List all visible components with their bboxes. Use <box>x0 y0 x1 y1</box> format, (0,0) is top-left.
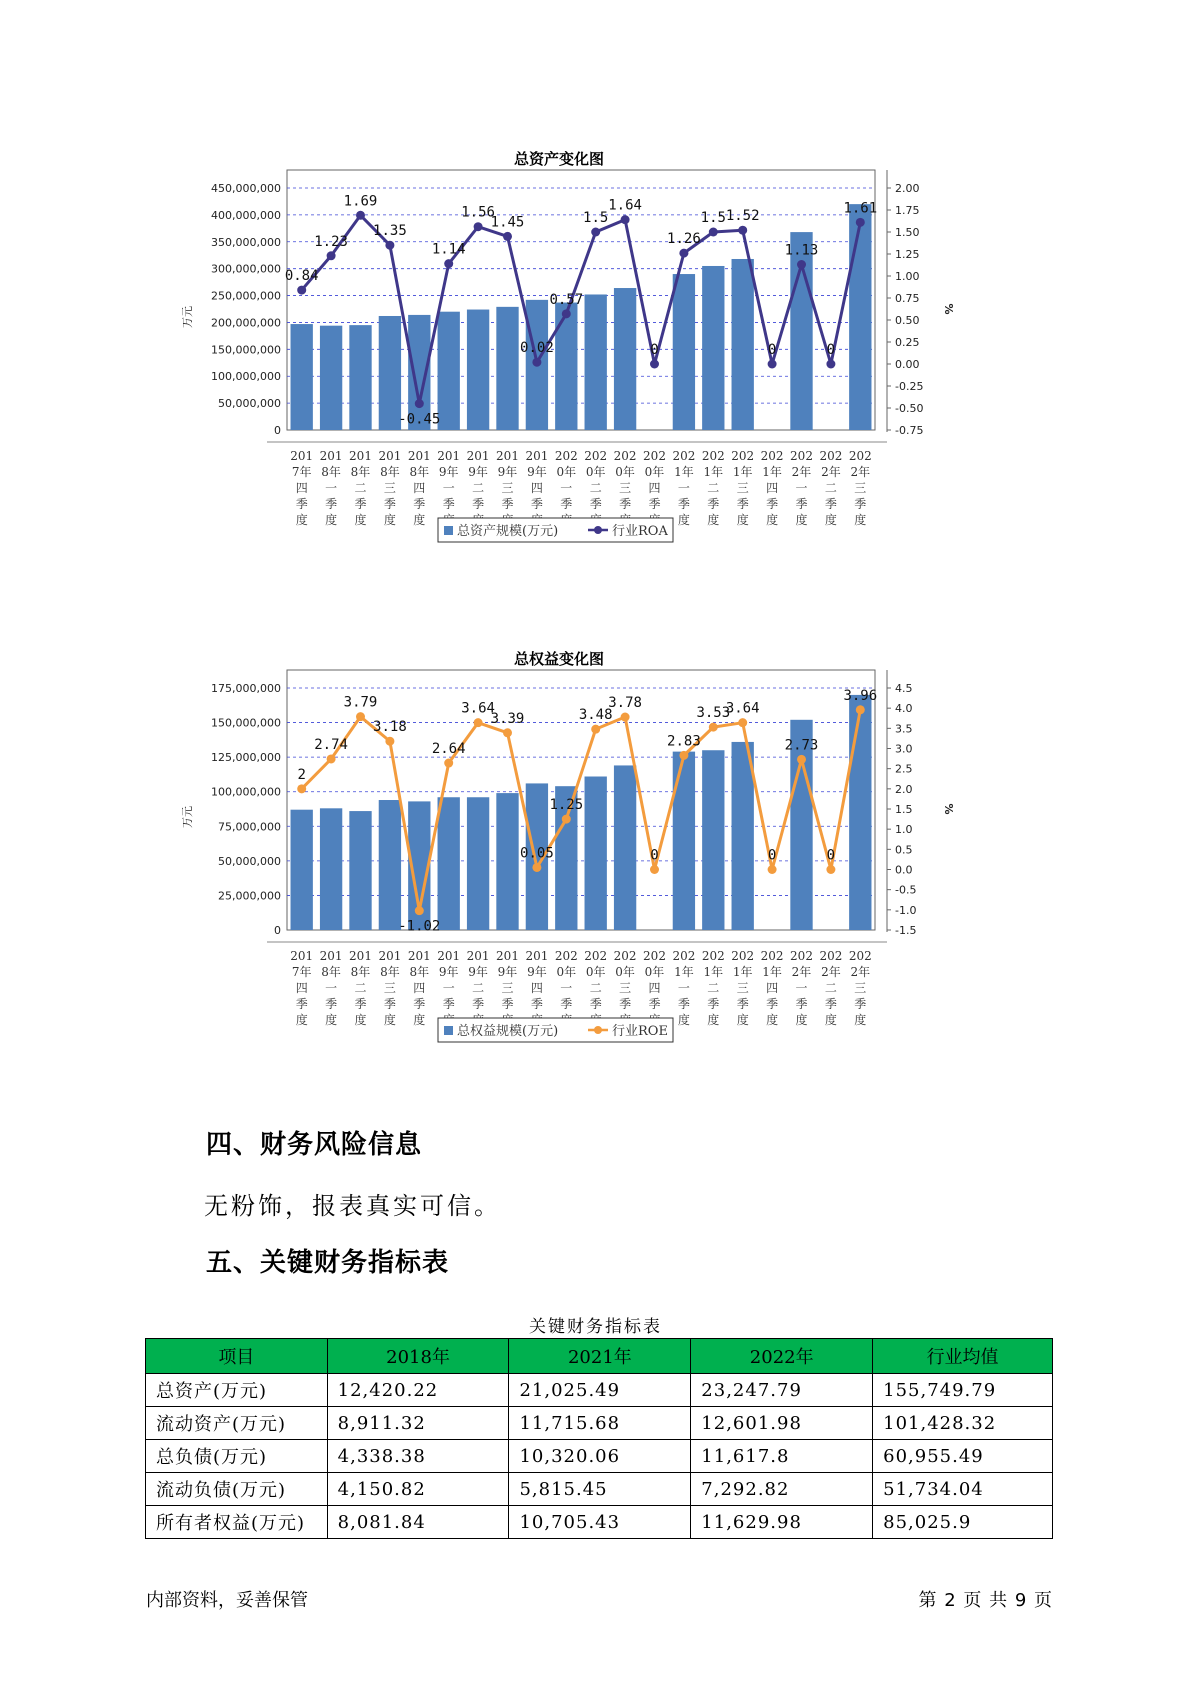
equity-category-label: 202 1年三季度 <box>731 949 755 1027</box>
assets-data-label: 1.14 <box>431 241 466 258</box>
equity-category-label: 201 9年三季 <box>496 949 519 1011</box>
assets-bar <box>496 307 518 430</box>
assets-y-tick-right: 2.00 <box>895 182 920 195</box>
assets-category-label: 201 9年二季 <box>466 449 490 511</box>
equity-y-tick-left: 50,000,000 <box>218 854 281 868</box>
assets-data-label: 0.57 <box>549 291 584 308</box>
assets-line-point <box>385 241 394 250</box>
equity-y-tick-right: 1.5 <box>895 803 913 816</box>
equity-bar <box>349 811 371 930</box>
equity-line-point <box>768 865 777 874</box>
equity-y-tick-right: 3.5 <box>895 722 913 736</box>
assets-category-label: 202 1年三季度 <box>731 449 755 527</box>
footer-confidential: 内部资料，妥善保管 <box>146 1590 308 1611</box>
equity-category-label: 202 0年四季 <box>643 949 666 1011</box>
equity-y-tick-right: 0.0 <box>895 863 913 877</box>
assets-y-tick-right: 0.00 <box>895 358 920 371</box>
risk-heading: 四、财务风险信息 <box>206 1130 423 1160</box>
equity-y-tick-left: 150,000,000 <box>211 716 281 730</box>
assets-line-point <box>621 215 630 224</box>
equity-data-label: 2.73 <box>784 737 819 754</box>
table-cell: 所有者权益(万元) <box>146 1506 328 1539</box>
assets-data-label: -0.45 <box>398 411 441 428</box>
equity-chart <box>180 640 990 1090</box>
equity-category-label: 201 9年四季 <box>525 949 549 1011</box>
equity-data-label: 3.79 <box>343 694 378 711</box>
assets-line-point <box>650 360 659 369</box>
table-cell: 8,081.84 <box>327 1506 509 1539</box>
assets-category-label: 202 0年三季 <box>613 449 637 511</box>
equity-line-point <box>503 728 512 737</box>
equity-line-point <box>415 906 424 915</box>
table-cell: 11,617.8 <box>691 1440 873 1473</box>
assets-bar <box>585 294 607 430</box>
equity-y-tick-right: 2.5 <box>895 762 913 776</box>
assets-line-point <box>532 358 541 367</box>
assets-line-point <box>503 232 512 241</box>
equity-line-point <box>856 705 865 714</box>
equity-bar <box>849 695 871 930</box>
assets-category-label: 201 9年三季 <box>496 449 519 511</box>
assets-line-point <box>415 399 424 408</box>
assets-category-label: 202 1年二季度 <box>701 449 725 527</box>
table-cell: 21,025.49 <box>509 1374 691 1407</box>
equity-data-label: 3.48 <box>578 707 613 724</box>
table-cell: 5,815.45 <box>509 1473 691 1506</box>
table-cell: 10,320.06 <box>509 1440 691 1473</box>
assets-category-label: 202 2年三季度 <box>848 449 872 527</box>
assets-y-tick-right: 1.75 <box>895 204 920 217</box>
equity-category-label: 201 8年一季度 <box>319 949 343 1027</box>
equity-category-label: 201 9年一季 <box>437 949 461 1011</box>
equity-category-label: 202 2年三季度 <box>848 949 872 1027</box>
assets-data-label: 1.35 <box>373 223 407 240</box>
equity-y-tick-right: 2.0 <box>895 782 913 796</box>
table-cell: 101,428.32 <box>873 1407 1053 1440</box>
equity-category-label: 201 8年二季度 <box>349 949 372 1027</box>
assets-legend-bar-label: 总资产规模(万元) <box>457 524 559 539</box>
equity-category-label: 202 1年四季度 <box>760 949 784 1027</box>
equity-category-label: 202 0年二季 <box>584 949 608 1011</box>
table-cell: 11,629.98 <box>691 1506 873 1539</box>
equity-bar <box>614 765 636 930</box>
header-2018: 2018年 <box>327 1339 509 1374</box>
assets-category-label: 201 9年一季 <box>437 449 461 511</box>
assets-data-label: 0 <box>650 342 659 358</box>
assets-chart <box>180 140 990 590</box>
equity-line-point <box>738 718 747 727</box>
footer-page-number: 第 2 页 共 9 页 <box>918 1590 1053 1611</box>
header-2022: 2022年 <box>691 1339 873 1374</box>
table-cell: 总资产(万元) <box>146 1374 328 1407</box>
assets-line-point <box>797 260 806 269</box>
equity-y-tick-right: 4.0 <box>895 702 913 716</box>
equity-category-label: 202 1年二季度 <box>701 949 725 1027</box>
equity-legend-line-label: 行业ROE <box>612 1024 668 1039</box>
equity-category-label: 201 8年四季度 <box>407 949 431 1027</box>
assets-y-tick-right: 0.75 <box>895 292 920 305</box>
assets-bar <box>673 274 695 430</box>
assets-category-label: 201 8年二季度 <box>349 449 372 527</box>
assets-legend-line-marker <box>594 526 602 534</box>
table-row <box>146 1506 1053 1539</box>
assets-bar <box>702 266 724 430</box>
table-cell: 10,705.43 <box>509 1506 691 1539</box>
equity-legend-line-marker <box>594 1026 602 1034</box>
assets-line-point <box>856 218 865 227</box>
header-2021: 2021年 <box>509 1339 691 1374</box>
table-cell: 11,715.68 <box>509 1407 691 1440</box>
assets-y-tick-left: 300,000,000 <box>211 262 281 276</box>
equity-legend-bar-swatch <box>444 1026 453 1035</box>
equity-bar <box>379 800 401 930</box>
assets-y-tick-right: -0.75 <box>895 424 924 437</box>
assets-y-tick-right: 0.25 <box>895 336 920 349</box>
assets-category-label: 201 8年三季度 <box>378 449 402 527</box>
equity-category-label: 202 0年一季 <box>554 949 578 1011</box>
assets-y-tick-right: -0.25 <box>895 380 924 393</box>
table-cell: 23,247.79 <box>691 1374 873 1407</box>
table-cell: 4,338.38 <box>327 1440 509 1473</box>
kpi-table <box>145 1338 1053 1539</box>
assets-category-label: 201 8年一季度 <box>319 449 343 527</box>
equity-y-tick-right: 4.5 <box>895 682 913 695</box>
equity-category-label: 201 7年四季度 <box>290 949 314 1027</box>
assets-y-tick-left: 200,000,000 <box>211 316 281 330</box>
table-cell: 流动资产(万元) <box>146 1407 328 1440</box>
assets-category-label: 201 9年四季 <box>525 449 549 511</box>
assets-category-label: 202 0年四季 <box>643 449 666 511</box>
equity-line-point <box>797 755 806 764</box>
equity-data-label: 0 <box>767 847 777 864</box>
table-cell: 8,911.32 <box>327 1407 509 1440</box>
table-cell: 总负债(万元) <box>146 1440 328 1473</box>
equity-bar <box>467 797 489 930</box>
assets-data-label: 1.69 <box>343 193 378 210</box>
assets-category-label: 202 1年四季度 <box>760 449 784 527</box>
table-cell: 155,749.79 <box>873 1374 1053 1407</box>
table-cell: 4,150.82 <box>327 1473 509 1506</box>
equity-category-label: 201 8年三季度 <box>378 949 402 1027</box>
table-cell: 流动负债(万元) <box>146 1473 328 1506</box>
assets-line-point <box>826 360 835 369</box>
assets-y-tick-right: 1.00 <box>895 270 920 283</box>
table-cell: 7,292.82 <box>691 1473 873 1506</box>
equity-line-point <box>621 713 630 722</box>
kpi-heading: 五、关键财务指标表 <box>206 1248 450 1278</box>
equity-data-label: 3.18 <box>373 719 407 736</box>
equity-bar <box>732 742 754 930</box>
table-cell: 60,955.49 <box>873 1440 1053 1473</box>
assets-line-point <box>768 360 777 369</box>
equity-line-point <box>709 723 718 732</box>
table-row <box>146 1374 1053 1407</box>
assets-line-point <box>474 222 483 231</box>
equity-bar <box>702 750 724 930</box>
assets-category-label: 201 7年四季度 <box>290 449 314 527</box>
assets-y-tick-left: 150,000,000 <box>211 343 281 357</box>
assets-y-tick-right: 0.50 <box>895 314 920 327</box>
equity-bar <box>585 777 607 930</box>
equity-bar <box>496 793 518 930</box>
assets-line-point <box>327 251 336 260</box>
equity-y-tick-left: 0 <box>274 924 281 937</box>
assets-y-tick-right: 1.25 <box>895 248 920 261</box>
header-item: 项目 <box>146 1339 328 1374</box>
equity-data-label: 1.25 <box>549 797 584 814</box>
assets-data-label: 1.45 <box>490 214 525 231</box>
table-cell: 12,601.98 <box>691 1407 873 1440</box>
assets-line-point <box>591 228 600 237</box>
assets-y-tick-left: 350,000,000 <box>211 235 281 249</box>
assets-line-point <box>356 211 365 220</box>
equity-y-tick-right: -1.0 <box>895 903 917 917</box>
equity-line-point <box>327 754 336 763</box>
table-header-row <box>146 1339 1053 1374</box>
assets-ylabel-right: % <box>942 303 955 315</box>
equity-data-label: 3.39 <box>490 710 525 727</box>
assets-line-point <box>444 259 453 268</box>
assets-y-tick-left: 400,000,000 <box>211 208 281 222</box>
equity-y-tick-left: 100,000,000 <box>211 785 281 799</box>
assets-y-tick-left: 250,000,000 <box>211 289 281 303</box>
assets-data-label: 1.64 <box>608 197 642 214</box>
assets-y-tick-left: 50,000,000 <box>218 397 281 411</box>
assets-y-tick-left: 0 <box>274 424 281 437</box>
assets-data-label: 1.13 <box>784 242 819 259</box>
equity-line-point <box>444 759 453 768</box>
table-cell: 51,734.04 <box>873 1473 1053 1506</box>
equity-chart-title: 总权益变化图 <box>513 650 605 668</box>
equity-line-point <box>679 751 688 760</box>
assets-line-point <box>738 226 747 235</box>
table-cell: 12,420.22 <box>327 1374 509 1407</box>
equity-ylabel-right: % <box>942 803 955 815</box>
equity-data-label: 2 <box>297 766 306 783</box>
assets-data-label: 1.23 <box>314 233 348 250</box>
equity-data-label: 3.78 <box>608 695 642 712</box>
equity-bar <box>673 752 695 930</box>
equity-line-point <box>385 737 394 746</box>
assets-category-label: 202 0年二季 <box>584 449 608 511</box>
assets-category-label: 202 1年一季度 <box>672 449 696 527</box>
equity-data-label: 3.96 <box>843 687 878 704</box>
equity-bar <box>291 810 313 930</box>
assets-bar <box>438 312 460 430</box>
table-cell: 85,025.9 <box>873 1506 1053 1539</box>
equity-category-label: 202 2年一季度 <box>790 949 813 1027</box>
table-row <box>146 1473 1053 1506</box>
equity-line-point <box>650 865 659 874</box>
equity-data-label: 0 <box>826 847 836 864</box>
assets-bar <box>732 259 754 430</box>
assets-bar <box>467 310 489 430</box>
equity-bar <box>320 808 342 930</box>
assets-data-label: 1.56 <box>461 204 495 221</box>
assets-data-label: 1.61 <box>843 200 878 217</box>
assets-bar <box>349 325 371 430</box>
assets-line-point <box>679 249 688 258</box>
equity-data-label: 3.64 <box>461 700 495 717</box>
equity-y-tick-left: 125,000,000 <box>211 751 281 765</box>
equity-category-label: 202 2年二季度 <box>819 949 843 1027</box>
equity-data-label: 2.64 <box>431 741 466 758</box>
assets-legend-bar-swatch <box>444 526 453 535</box>
equity-bar <box>438 797 460 930</box>
assets-bar <box>555 303 577 430</box>
equity-y-tick-left: 175,000,000 <box>211 682 281 695</box>
equity-data-label: 0 <box>650 847 659 864</box>
equity-data-label: 3.53 <box>696 705 731 722</box>
equity-y-tick-right: 3.0 <box>895 742 913 756</box>
equity-chart-svg <box>180 640 990 1090</box>
risk-text: 无粉饰，报表真实可信。 <box>204 1192 501 1220</box>
assets-data-label: 1.52 <box>725 208 760 225</box>
assets-ylabel-left: 万元 <box>181 306 194 328</box>
equity-line-point <box>562 815 571 824</box>
assets-category-label: 202 0年一季 <box>554 449 578 511</box>
equity-y-tick-left: 75,000,000 <box>218 820 281 834</box>
equity-line-point <box>356 712 365 721</box>
assets-bar <box>291 324 313 430</box>
equity-y-tick-right: -1.5 <box>895 924 917 937</box>
equity-line-point <box>591 725 600 734</box>
table-row <box>146 1440 1053 1473</box>
equity-line-point <box>474 718 483 727</box>
assets-y-tick-right: -0.50 <box>895 402 924 415</box>
assets-line-point <box>709 228 718 237</box>
assets-y-tick-left: 100,000,000 <box>211 370 281 384</box>
equity-category-label: 201 9年二季 <box>466 949 490 1011</box>
assets-y-tick-right: 1.50 <box>895 226 920 239</box>
assets-bar <box>320 326 342 430</box>
assets-legend-line-label: 行业ROA <box>612 524 668 539</box>
assets-bar <box>614 288 636 430</box>
equity-ylabel-left: 万元 <box>181 806 194 828</box>
assets-data-label: 1.26 <box>667 231 701 248</box>
assets-line-point <box>562 309 571 318</box>
equity-data-label: 2.83 <box>667 733 701 750</box>
assets-line-point <box>297 286 306 295</box>
assets-data-label: 0.84 <box>284 268 319 285</box>
assets-bar <box>849 204 871 430</box>
assets-category-label: 201 8年四季度 <box>407 449 431 527</box>
equity-y-tick-right: 1.0 <box>895 823 913 837</box>
equity-y-tick-right: 0.5 <box>895 843 913 857</box>
equity-line-point <box>532 863 541 872</box>
assets-data-label: 0 <box>767 342 777 358</box>
assets-chart-svg <box>180 140 990 590</box>
assets-category-label: 202 2年二季度 <box>819 449 843 527</box>
assets-data-label: 0 <box>826 342 836 358</box>
assets-y-tick-left: 450,000,000 <box>211 182 281 195</box>
equity-line-point <box>297 784 306 793</box>
equity-data-label: 2.74 <box>314 736 348 753</box>
equity-y-tick-left: 25,000,000 <box>218 889 281 903</box>
equity-data-label: 0.05 <box>520 845 554 862</box>
assets-data-label: 1.5 <box>700 210 726 226</box>
table-caption: 关键财务指标表 <box>529 1317 662 1337</box>
assets-data-label: 1.5 <box>583 210 609 226</box>
equity-line-point <box>826 865 835 874</box>
equity-data-label: -1.02 <box>398 918 441 935</box>
assets-category-label: 202 2年一季度 <box>790 449 813 527</box>
assets-data-label: 0.02 <box>520 340 554 357</box>
header-industry-avg: 行业均值 <box>873 1339 1053 1374</box>
equity-legend-bar-label: 总权益规模(万元) <box>457 1024 559 1039</box>
equity-data-label: 3.64 <box>725 700 760 717</box>
assets-chart-title: 总资产变化图 <box>513 150 605 168</box>
equity-category-label: 202 0年三季 <box>613 949 637 1011</box>
table-row <box>146 1407 1053 1440</box>
equity-category-label: 202 1年一季度 <box>672 949 696 1027</box>
equity-y-tick-right: -0.5 <box>895 883 917 897</box>
